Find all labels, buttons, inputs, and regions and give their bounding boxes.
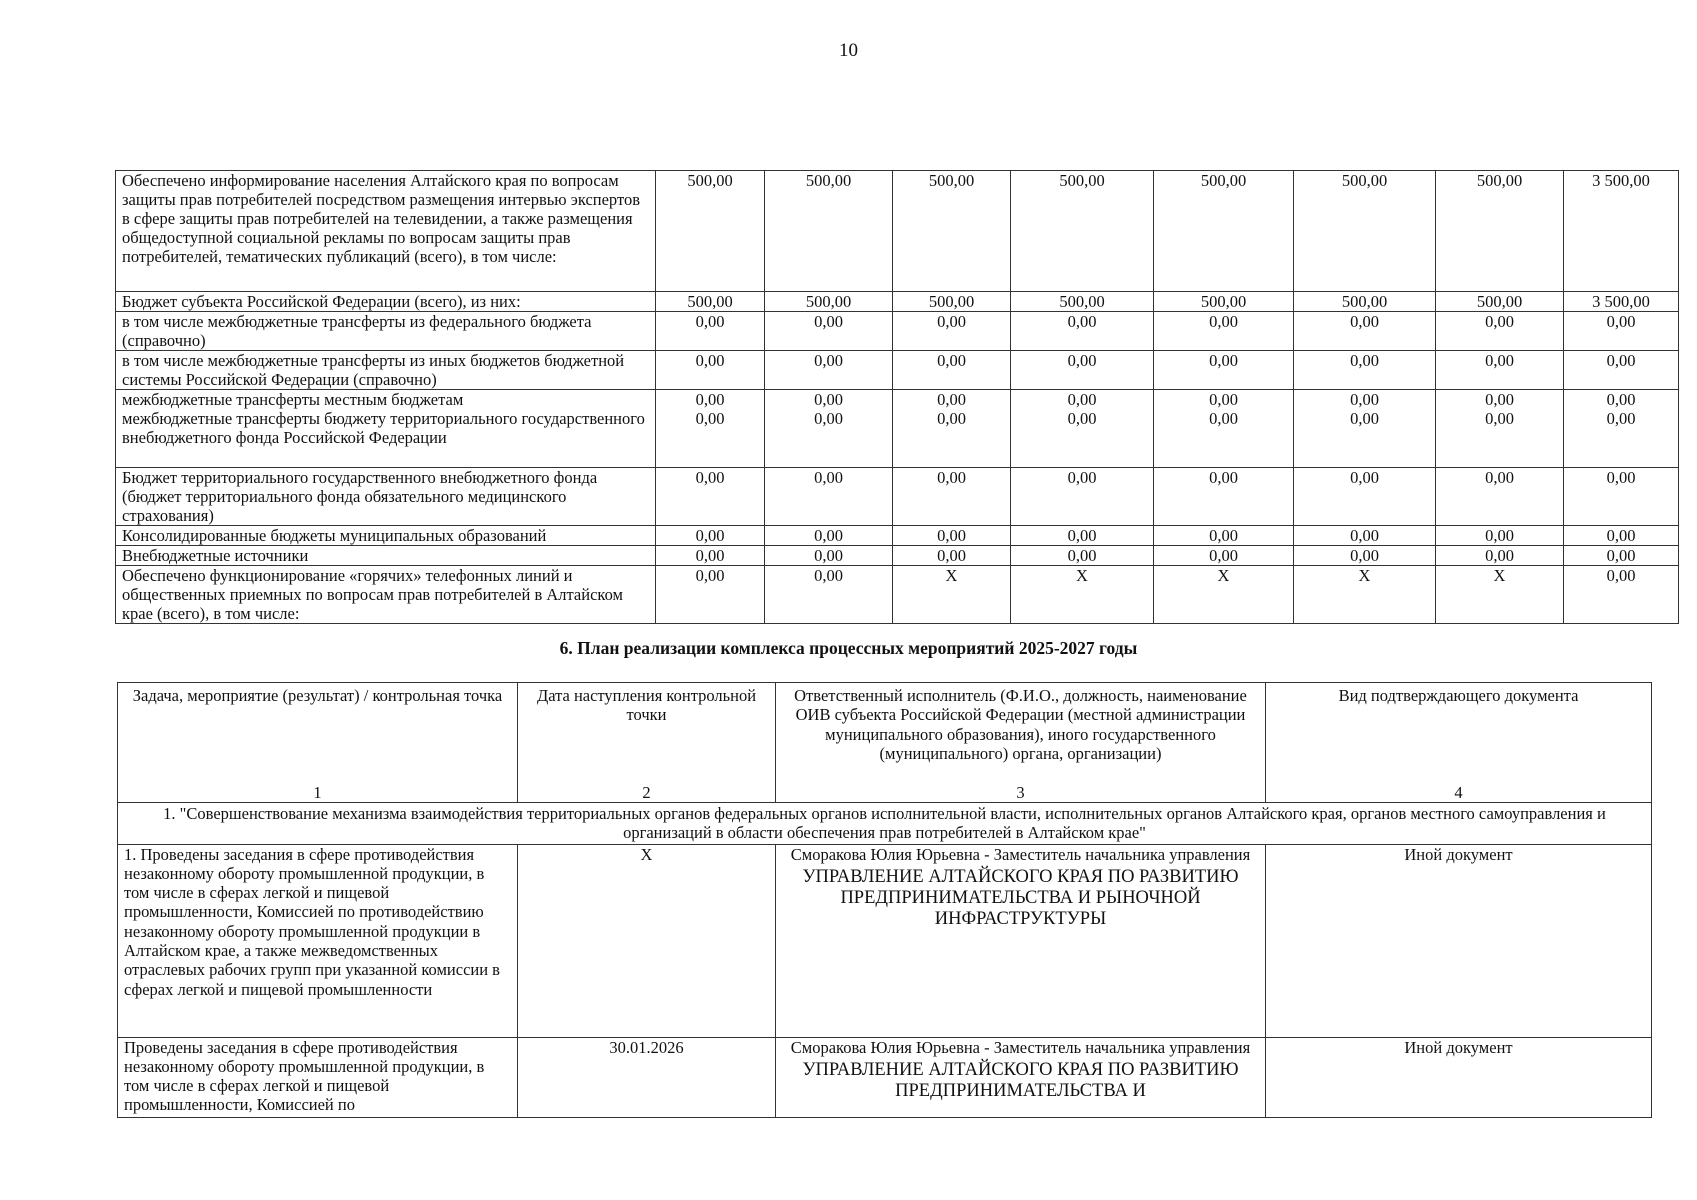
responsible-person: Сморакова Юлия Юрьевна - Заместитель начальника управления — [790, 1037, 1251, 1057]
value-cell: 500,00 — [1011, 292, 1154, 312]
finance-row-label: в том числе межбюджетные трансферты из федерального бюджета (справочно) — [116, 312, 656, 351]
value-cell: 0,00 — [1154, 546, 1294, 566]
finance-row — [116, 546, 1679, 566]
value: 0,00 — [1485, 409, 1514, 428]
section-title: 6. План реализации комплекса процессных мероприятий 2025-2027 годы — [559, 638, 1138, 658]
value-cell — [656, 390, 765, 468]
value-cell: 0,00 — [1154, 468, 1294, 526]
value-cell: 0,00 — [893, 546, 1011, 566]
column-number: 1 — [313, 782, 322, 802]
value-cell: 0,00 — [765, 566, 893, 624]
value-cell: 0,00 — [1154, 526, 1294, 546]
column-number: 2 — [642, 782, 651, 802]
value: 0,00 — [1209, 409, 1238, 428]
value-cell: 0,00 — [1436, 546, 1564, 566]
document-cell: Иной документ — [1266, 1037, 1652, 1117]
value-cell: 500,00 — [1436, 292, 1564, 312]
value-cell: 0,00 — [893, 526, 1011, 546]
value-cell: 0,00 — [1564, 312, 1679, 351]
value-cell: 0,00 — [1564, 526, 1679, 546]
value-cell: X — [1011, 566, 1154, 624]
column-header — [518, 683, 776, 803]
value-cell: 500,00 — [893, 292, 1011, 312]
value-cell: X — [1154, 566, 1294, 624]
value-cell: 0,00 — [1294, 312, 1436, 351]
date-cell: X — [518, 844, 776, 1037]
value-cell: X — [1294, 566, 1436, 624]
value-cell: 0,00 — [656, 351, 765, 390]
value-cell: 0,00 — [656, 312, 765, 351]
value-cell — [1011, 390, 1154, 468]
value-cell: 500,00 — [656, 171, 765, 292]
value-cell: 500,00 — [1154, 292, 1294, 312]
column-header-label: Вид подтверждающего документа — [1338, 686, 1579, 705]
value: 0,00 — [1209, 390, 1238, 409]
value-cell: 0,00 — [1564, 468, 1679, 526]
value: 0,00 — [937, 409, 966, 428]
task-cell: 1. Проведены заседания в сфере противодействия незаконному обороту промышленной продукции, в том числе в сферах легкой и пищевой промышленности, Комиссией по противодействию незаконному обороту промышленной продукции в Алтайском крае, а также межведомственных отраслевых рабочих групп при указанной комиссии в сферах легкой и пищевой промышленности — [118, 844, 518, 1037]
finance-row-label: Внебюджетные источники — [116, 546, 656, 566]
plan-table — [117, 682, 1652, 1118]
column-header — [776, 683, 1266, 803]
value-cell: 0,00 — [1294, 351, 1436, 390]
value-cell: 0,00 — [1011, 351, 1154, 390]
value-cell: 0,00 — [765, 312, 893, 351]
value-cell: X — [1436, 566, 1564, 624]
value-cell: 500,00 — [1154, 171, 1294, 292]
finance-row-label-line1: межбюджетные трансферты местным бюджетам — [122, 390, 464, 409]
responsible-person: Сморакова Юлия Юрьевна - Заместитель начальника управления — [790, 844, 1251, 864]
value-cell: 0,00 — [1436, 351, 1564, 390]
value: 0,00 — [814, 409, 843, 428]
value-cell: 0,00 — [1564, 351, 1679, 390]
value-cell: 0,00 — [1294, 526, 1436, 546]
organization-name: УПРАВЛЕНИЕ АЛТАЙСКОГО КРАЯ ПО РАЗВИТИЮ ПРЕДПРИНИМАТЕЛЬСТВА И РЫНОЧНОЙ ИНФРАСТРУКТУРЫ — [802, 866, 1239, 929]
value-cell: 0,00 — [656, 526, 765, 546]
value-cell: 0,00 — [1294, 468, 1436, 526]
finance-row-label: Консолидированные бюджеты муниципальных образований — [116, 526, 656, 546]
value-cell: 0,00 — [1154, 312, 1294, 351]
value-cell: 0,00 — [1011, 468, 1154, 526]
value: 0,00 — [695, 409, 725, 428]
task-row — [118, 803, 1652, 845]
date-cell: 30.01.2026 — [518, 1037, 776, 1117]
value-cell: 0,00 — [765, 468, 893, 526]
finance-row-label: Обеспечено информирование населения Алтайского края по вопросам защиты прав потребителей посредством размещения интервью экспертов в сфере защиты прав потребителей на телевидении, а также размещения общедоступной социальной рекламы по вопросам защиты прав потребителей, тематических публикаций (всего), в том числе: — [116, 171, 656, 292]
finance-row-label: в том числе межбюджетные трансферты из иных бюджетов бюджетной системы Российской Федерации (справочно) — [116, 351, 656, 390]
value-cell — [765, 390, 893, 468]
value-cell: 500,00 — [765, 292, 893, 312]
finance-row-label — [116, 390, 656, 468]
finance-row-label-line2: межбюджетные трансферты бюджету территориального государственного внебюджетного фонда Российской Федерации — [122, 409, 645, 447]
value: 0,00 — [695, 390, 725, 409]
organization-name: УПРАВЛЕНИЕ АЛТАЙСКОГО КРАЯ ПО РАЗВИТИЮ ПРЕДПРИНИМАТЕЛЬСТВА И — [802, 1059, 1239, 1101]
finance-row-label: Бюджет территориального государственного внебюджетного фонда (бюджет территориального фонда обязательного медицинского страхования) — [116, 468, 656, 526]
value-cell: 3 500,00 — [1564, 292, 1679, 312]
value-cell — [1436, 390, 1564, 468]
value: 0,00 — [1067, 390, 1097, 409]
document-cell: Иной документ — [1266, 844, 1652, 1037]
value-cell: 500,00 — [656, 292, 765, 312]
value-cell — [1294, 390, 1436, 468]
value-cell: 0,00 — [765, 526, 893, 546]
value-cell: 0,00 — [1011, 546, 1154, 566]
value: 0,00 — [1350, 390, 1379, 409]
value-cell: 500,00 — [1294, 292, 1436, 312]
value: 0,00 — [937, 390, 966, 409]
plan-row — [118, 1037, 1652, 1117]
column-number: 3 — [1016, 782, 1025, 802]
value-cell: 0,00 — [765, 351, 893, 390]
task-cell: Проведены заседания в сфере противодействия незаконному обороту промышленной продукции, в том числе в сферах легкой и пищевой промышленности, Комиссией по — [118, 1037, 518, 1117]
value-cell: 0,00 — [1011, 312, 1154, 351]
value: 0,00 — [1067, 409, 1097, 428]
finance-table — [115, 170, 1679, 624]
finance-row — [116, 390, 1679, 468]
value-cell — [1154, 390, 1294, 468]
value-cell: 500,00 — [1011, 171, 1154, 292]
column-header — [1266, 683, 1652, 803]
column-header-label: Задача, мероприятие (результат) / контрольная точка — [132, 686, 503, 705]
finance-row — [116, 312, 1679, 351]
value: 0,00 — [1485, 390, 1514, 409]
value-cell: 0,00 — [1564, 546, 1679, 566]
plan-row — [118, 844, 1652, 1037]
column-header-label: Ответственный исполнитель (Ф.И.О., должность, наименование ОИВ субъекта Российской Федерации (местной администрации муниципального образования), иного государственного (муниципального) органа, организации) — [794, 686, 1247, 763]
responsible-cell — [776, 1037, 1266, 1117]
responsible-cell — [776, 844, 1266, 1037]
column-number: 4 — [1454, 782, 1463, 802]
task-title: 1. "Совершенствование механизма взаимодействия территориальных органов федеральных органов исполнительной власти, исполнительных органов Алтайского края, органов местного самоуправления и организаций в области обеспечения прав потребителей в Алтайском крае" — [118, 803, 1652, 845]
value: 0,00 — [1606, 409, 1636, 428]
value-cell: 0,00 — [656, 566, 765, 624]
value-cell: 500,00 — [1436, 171, 1564, 292]
value-cell: X — [893, 566, 1011, 624]
finance-row — [116, 566, 1679, 624]
value: 0,00 — [1350, 409, 1379, 428]
finance-row — [116, 526, 1679, 546]
value-cell — [893, 390, 1011, 468]
column-header-label: Дата наступления контрольной точки — [536, 686, 757, 725]
finance-row — [116, 171, 1679, 292]
finance-row — [116, 468, 1679, 526]
value-cell: 500,00 — [765, 171, 893, 292]
finance-row — [116, 351, 1679, 390]
value-cell: 0,00 — [893, 312, 1011, 351]
plan-header-row — [118, 683, 1652, 803]
value-cell: 0,00 — [1564, 566, 1679, 624]
finance-row-label: Бюджет субъекта Российской Федерации (всего), из них: — [116, 292, 656, 312]
value-cell: 0,00 — [893, 351, 1011, 390]
value-cell: 500,00 — [893, 171, 1011, 292]
value-cell: 0,00 — [893, 468, 1011, 526]
finance-row — [116, 292, 1679, 312]
value-cell: 0,00 — [1294, 546, 1436, 566]
value-cell: 0,00 — [1154, 351, 1294, 390]
value-cell: 0,00 — [1011, 526, 1154, 546]
value-cell: 0,00 — [656, 546, 765, 566]
value-cell: 0,00 — [1436, 312, 1564, 351]
value: 0,00 — [814, 390, 843, 409]
finance-row-label: Обеспечено функционирование «горячих» телефонных линий и общественных приемных по вопросам прав потребителей в Алтайском крае (всего), в том числе: — [116, 566, 656, 624]
value-cell: 0,00 — [1436, 526, 1564, 546]
value-cell: 0,00 — [656, 468, 765, 526]
page-number: 10 — [839, 40, 858, 61]
value-cell: 0,00 — [765, 546, 893, 566]
column-header — [118, 683, 518, 803]
value-cell: 3 500,00 — [1564, 171, 1679, 292]
value: 0,00 — [1606, 390, 1636, 409]
value-cell: 0,00 — [1436, 468, 1564, 526]
value-cell — [1564, 390, 1679, 468]
value-cell: 500,00 — [1294, 171, 1436, 292]
